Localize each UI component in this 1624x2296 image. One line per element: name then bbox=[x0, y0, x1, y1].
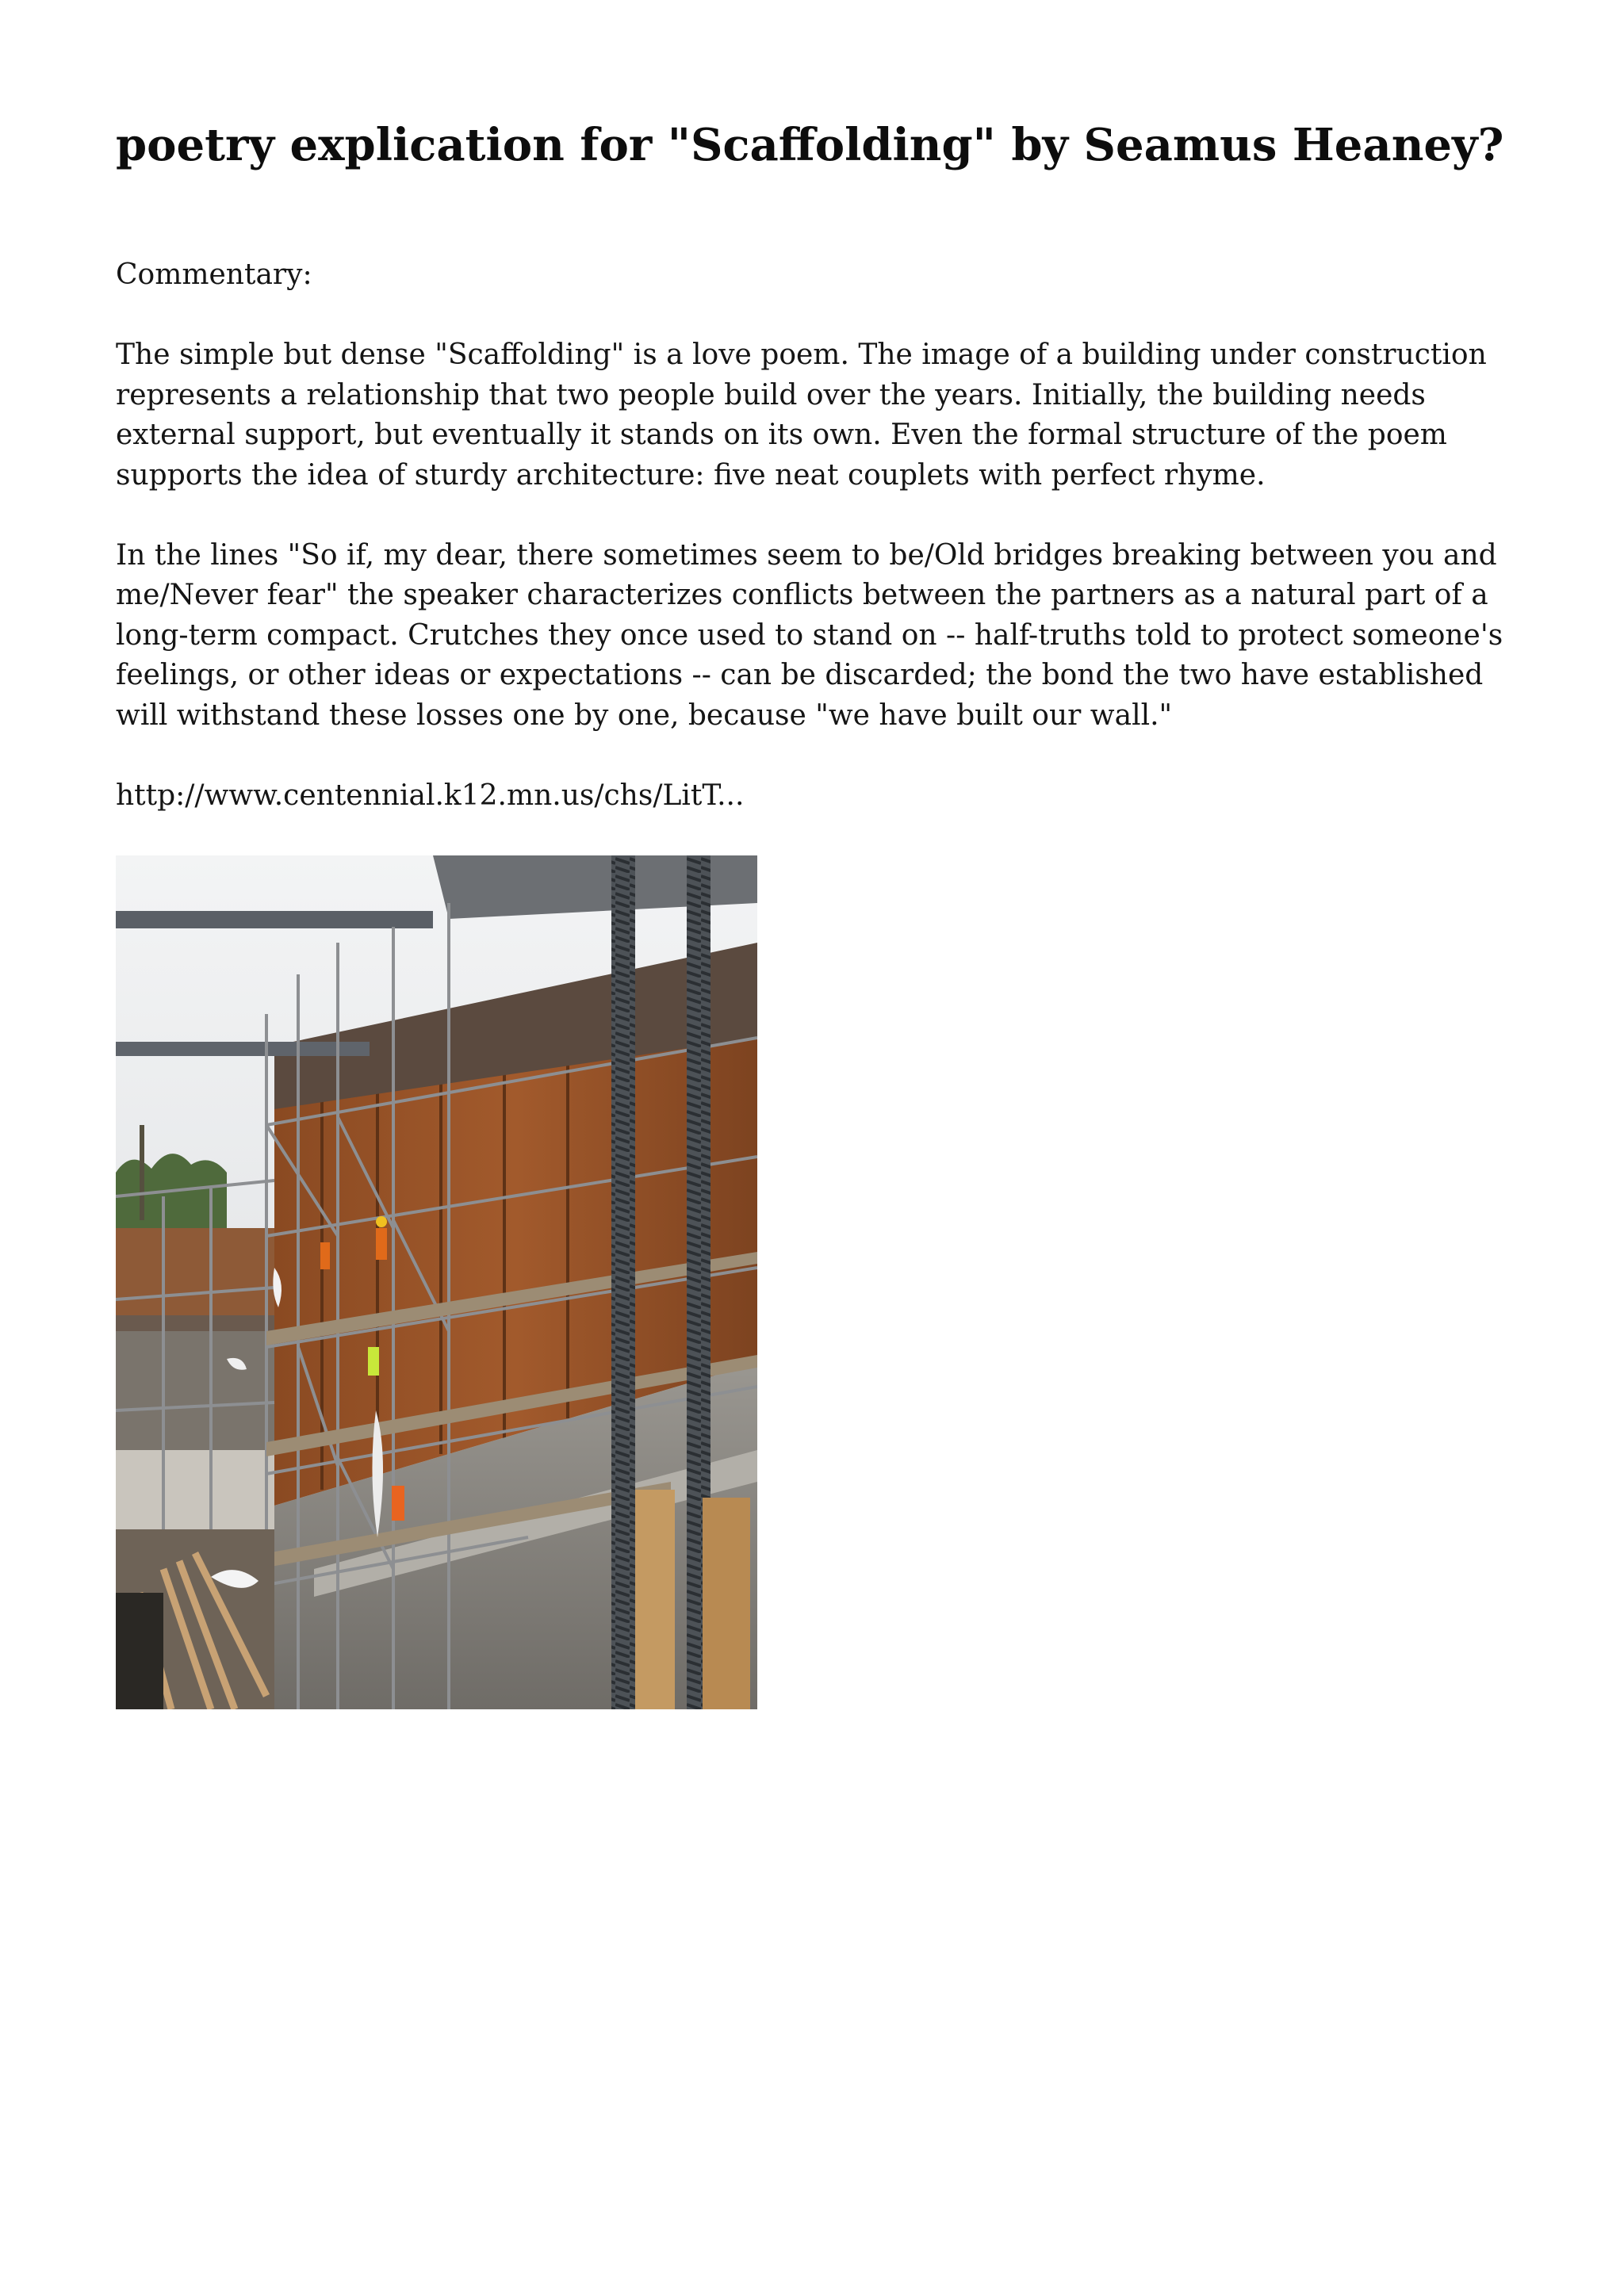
document-title: poetry explication for "Scaffolding" by Seamus Heaney? bbox=[116, 119, 1504, 171]
scaffolding-photo bbox=[116, 855, 757, 1709]
paragraph-intro: The simple but dense "Scaffolding" is a love poem. The image of a building under construction represents a relationship that two people build over the years. Initially, the building needs external support, but eventually it stands on its own. Even the formal structure of the poem supports the idea of sturdy architecture: five neat couplets with perfect rhyme. bbox=[116, 339, 1487, 492]
source-url: http://www.centennial.k12.mn.us/chs/LitT... bbox=[116, 779, 745, 812]
commentary-label: Commentary: bbox=[116, 258, 312, 291]
document-body bbox=[116, 255, 1511, 856]
paragraph-analysis: In the lines "So if, my dear, there sometimes seem to be/Old bridges breaking between you and me/Never fear" the speaker characterizes conflicts between the partners as a natural part of a long-term compact. Crutches they once used to stand on -- half-truths told to protect someone's feelings, or other ideas or expectations -- can be discarded; the bond the two have established will withstand these losses one by one, because "we have built our wall." bbox=[116, 538, 1503, 732]
